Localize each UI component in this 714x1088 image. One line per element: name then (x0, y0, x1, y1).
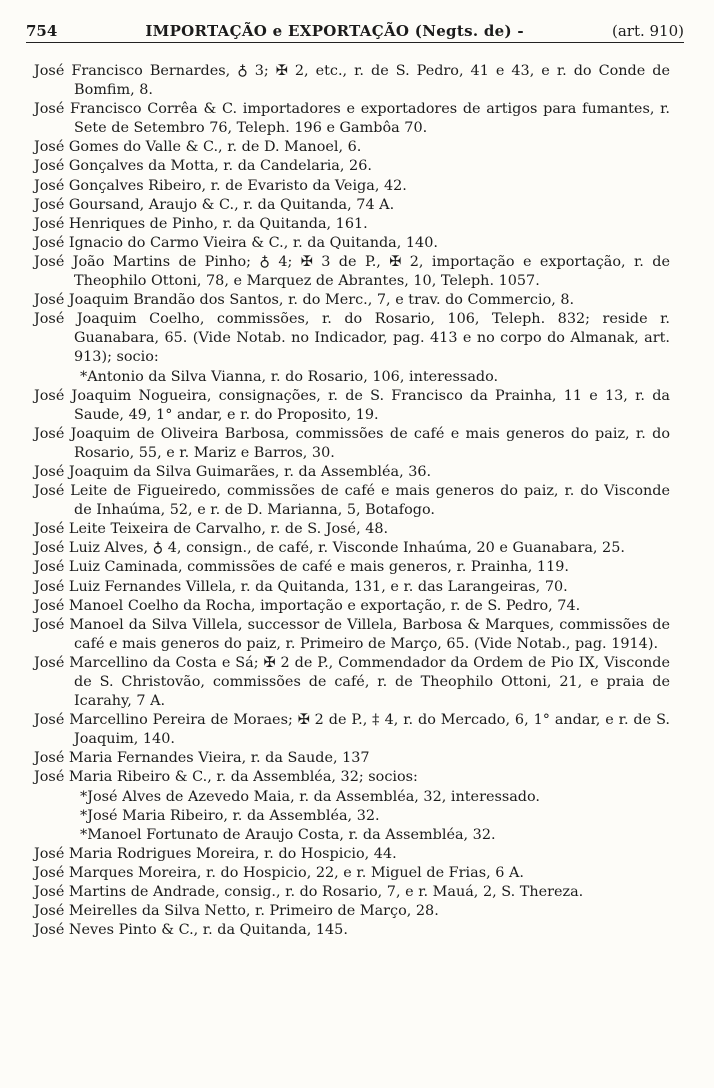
page-header (26, 22, 684, 43)
list-item: José Leite de Figueiredo, commissões de café e mais generos do paiz, r. do Visconde de Inhaúma, 52, e r. de D. Marianna, 5, Botafogo. (34, 483, 670, 519)
list-item: José Gonçalves da Motta, r. da Candelaria, 26. (34, 158, 372, 175)
list-item: José Manoel da Silva Villela, successor de Villela, Barbosa & Marques, commissões de café e mais generos do paiz, r. Primeiro de Março, 65. (Vide Notab., pag. 1914). (34, 616, 670, 652)
list-item: José Maria Ribeiro & C., r. da Assembléa, 32; socios: (34, 769, 418, 786)
list-item: José João Martins de Pinho; ♁ 4; ✠ 3 de P., ✠ 2, importação e exportação, r. de Theophilo Ottoni, 78, e Marquez de Abrantes, 10, Teleph. 1057. (34, 253, 670, 290)
list-item: José Marcellino Pereira de Moraes; ✠ 2 de P., ‡ 4, r. do Mercado, 6, 1° andar, e r. de S. Joaquim, 140. (34, 712, 670, 748)
running-title: IMPORTAÇÃO e EXPORTAÇÃO (Negts. de) - (145, 22, 524, 40)
list-item: José Leite Teixeira de Carvalho, r. de S. José, 48. (34, 521, 389, 538)
list-item: José Manoel Coelho da Rocha, importação e exportação, r. de S. Pedro, 74. (34, 597, 581, 614)
list-item: José Luiz Caminada, commissões de café e mais generos, r. Prainha, 119. (34, 559, 569, 576)
partner-item: *José Alves de Azevedo Maia, r. da Assembléa, 32, interessado. (80, 788, 541, 805)
list-item: José Marques Moreira, r. do Hospicio, 22, e r. Miguel de Frias, 6 A. (34, 864, 524, 881)
list-item: José Henriques de Pinho, r. da Quitanda, 161. (34, 215, 368, 232)
list-item: José Meirelles da Silva Netto, r. Primeiro de Março, 28. (34, 903, 439, 920)
list-item: José Francisco Bernardes, ♁ 3; ✠ 2, etc., r. de S. Pedro, 41 e 43, e r. do Conde de Bomfim, 8. (34, 63, 670, 99)
list-item: José Joaquim de Oliveira Barbosa, commissões de café e mais generos do paiz, r. do Rosario, 55, e r. Mariz e Barros, 30. (34, 425, 670, 461)
list-item: José Maria Rodrigues Moreira, r. do Hospicio, 44. (34, 845, 397, 862)
page-number: 754 (26, 22, 58, 40)
list-item: José Goursand, Araujo & C., r. da Quitanda, 74 A. (34, 196, 395, 213)
list-item: José Ignacio do Carmo Vieira & C., r. da Quitanda, 140. (34, 234, 438, 251)
list-item: José Martins de Andrade, consig., r. do Rosario, 7, e r. Mauá, 2, S. Thereza. (34, 884, 584, 901)
partner-item: *José Maria Ribeiro, r. da Assembléa, 32. (80, 807, 380, 824)
list-item: José Neves Pinto & C., r. da Quitanda, 145. (34, 922, 348, 939)
list-item: José Joaquim da Silva Guimarães, r. da Assembléa, 36. (34, 463, 432, 480)
partner-item: *Antonio da Silva Vianna, r. do Rosario, 106, interessado. (80, 368, 499, 385)
partner-item: *Manoel Fortunato de Araujo Costa, r. da Assembléa, 32. (80, 826, 496, 843)
list-item: José Gonçalves Ribeiro, r. de Evaristo da Veiga, 42. (34, 177, 407, 194)
list-item: José Luiz Alves, ♁ 4, consign., de café, r. Visconde Inhaúma, 20 e Guanabara, 25. (34, 540, 625, 557)
entry-list (34, 62, 670, 940)
list-item: José Luiz Fernandes Villela, r. da Quitanda, 131, e r. das Larangeiras, 70. (34, 578, 568, 595)
list-item: José Maria Fernandes Vieira, r. da Saude, 137 (34, 750, 370, 767)
list-item: José Marcellino da Costa e Sá; ✠ 2 de P., Commendador da Ordem de Pio IX, Visconde de S. Christovão, commissões de café, r. de Theophilo Ottoni, 21, e praia de Icarahy, 7 A. (34, 654, 670, 710)
list-item: José Francisco Corrêa & C. importadores e exportadores de artigos para fumantes, r. Sete de Setembro 76, Teleph. 196 e Gambôa 70. (34, 101, 670, 137)
list-item: José Joaquim Coelho, commissões, r. do Rosario, 106, Teleph. 832; reside r. Guanabara, 65. (Vide Notab. no Indicador, pag. 413 e no corpo do Almanak, art. 913); socio: (34, 311, 670, 366)
list-item: José Gomes do Valle & C., r. de D. Manoel, 6. (34, 139, 362, 156)
article-reference: (art. 910) (611, 22, 684, 40)
list-item: José Joaquim Brandão dos Santos, r. do Merc., 7, e trav. do Commercio, 8. (34, 292, 575, 309)
list-item: José Joaquim Nogueira, consignações, r. de S. Francisco da Prainha, 11 e 13, r. da Saude, 49, 1° andar, e r. do Proposito, 19. (34, 387, 670, 423)
